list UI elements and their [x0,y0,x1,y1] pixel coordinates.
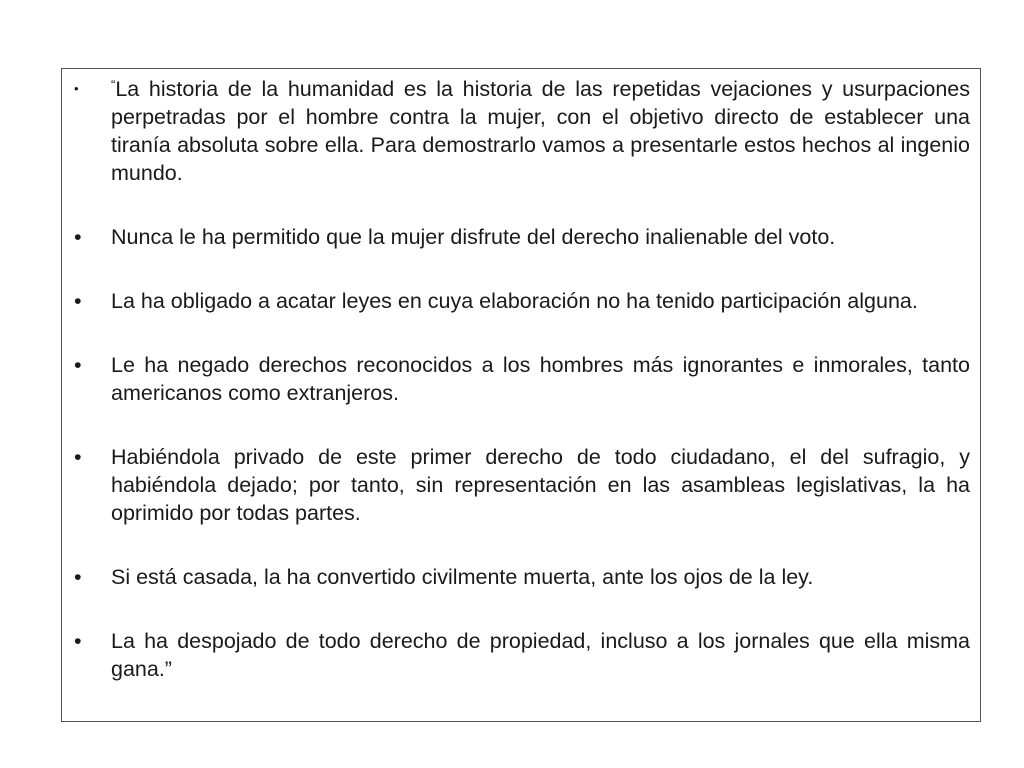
bullet-text: Le ha negado derechos reconocidos a los hombres más ignorantes e inmorales, tanto americanos como extranjeros. [111,353,970,405]
bullet-text: Habiéndola privado de este primer derecho de todo ciudadano, el del sufragio, y habiéndola dejado; por tanto, sin representación en las asambleas legislativas, la ha oprimido por todas partes. [111,445,970,525]
bullet-item-6 [62,563,970,591]
bullet-icon: • [74,445,82,469]
opening-quote-mark: “ [111,77,116,92]
bullet-text: La ha obligado a acatar leyes en cuya elaboración no ha tenido participación alguna. [111,289,918,313]
bullet-list [62,75,970,683]
bullet-item-5 [62,443,970,527]
bullet-text: Si está casada, la ha convertido civilmente muerta, ante los ojos de la ley. [111,565,814,589]
bullet-icon: • [74,81,79,96]
bullet-icon: • [74,565,82,589]
bullet-icon: • [74,289,82,313]
bullet-item-1 [62,75,970,187]
bullet-text: Nunca le ha permitido que la mujer disfrute del derecho inalienable del voto. [111,225,836,249]
bullet-text: La ha despojado de todo derecho de propiedad, incluso a los jornales que ella misma gana.” [111,629,970,681]
bullet-text: La historia de la humanidad es la historia de las repetidas vejaciones y usurpaciones perpetradas por el hombre contra la mujer, con el objetivo directo de establecer una tiranía absoluta sobre ella. Para demostrarlo vamos a presentarle estos hechos al ingenio mundo. [111,77,970,185]
bullet-icon: • [74,225,82,249]
quote-text-box [61,68,981,722]
bullet-item-3 [62,287,970,315]
bullet-icon: • [74,629,82,653]
bullet-item-2 [62,223,970,251]
bullet-icon: • [74,353,82,377]
bullet-item-7 [62,627,970,683]
bullet-item-4 [62,351,970,407]
